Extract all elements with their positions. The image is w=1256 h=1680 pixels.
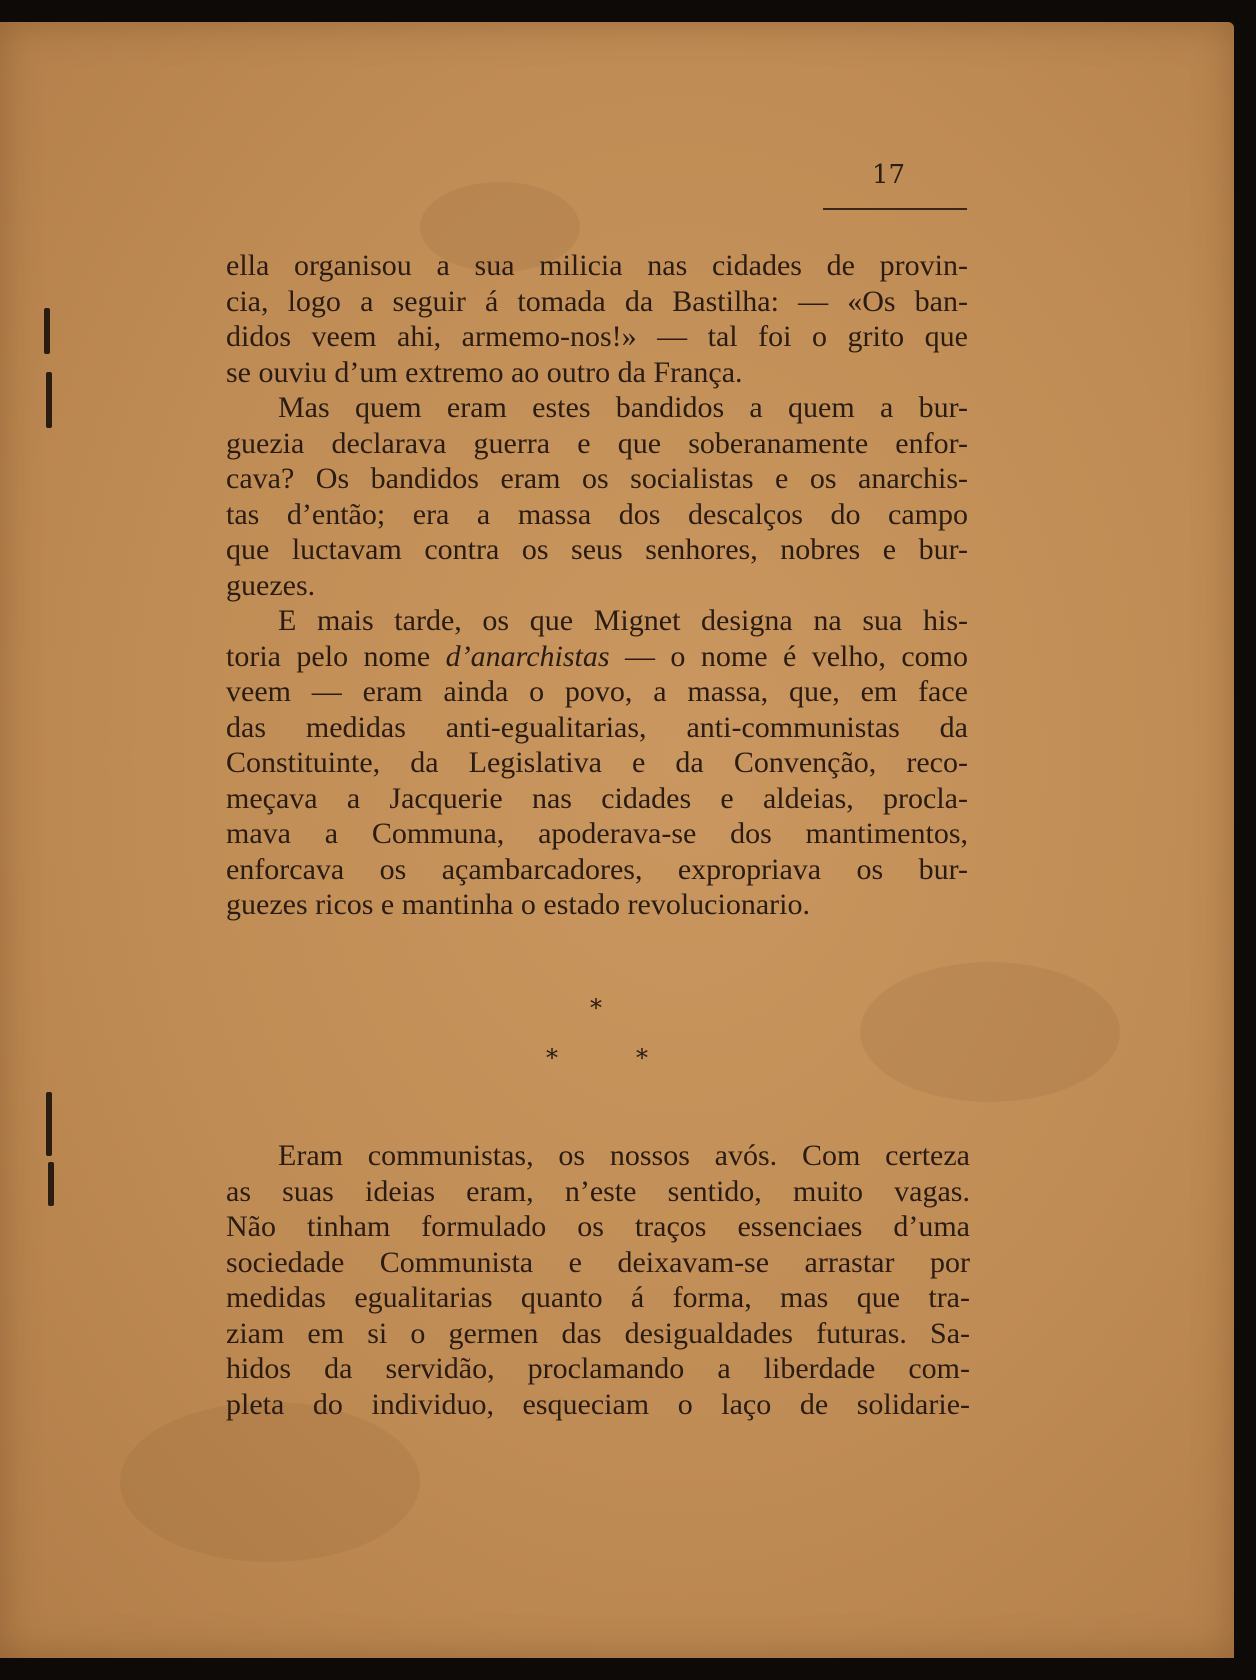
- text-line: cia, logo a seguir á tomada da Bastilha: — «Os ban-: [226, 284, 968, 318]
- page-number: 17: [872, 160, 906, 190]
- text-line: pleta do individuo, esqueciam o laço de solidarie-: [226, 1387, 970, 1421]
- text-line: medidas egualitarias quanto á forma, mas que tra-: [226, 1281, 970, 1314]
- text-line: meçava a Jacquerie nas cidades e aldeias, procla-: [226, 781, 968, 815]
- text-line: E mais tarde, os que Mignet designa na sua his-: [278, 604, 968, 637]
- text-line: ella organisou a sua milicia nas cidades de provin-: [226, 249, 968, 282]
- text-line: que luctavam contra os seus senhores, nobres e bur-: [226, 533, 968, 566]
- text-line: enforcava os açambarcadores, expropriava os bur-: [226, 852, 968, 886]
- paper-stain: [120, 1402, 420, 1562]
- text-line: Não tinham formulado os traços essenciaes d’uma: [226, 1210, 970, 1243]
- text-line: Constituinte, da Legislativa e da Convenção, reco-: [226, 746, 968, 779]
- asterism-star: *: [546, 1044, 558, 1072]
- text-line: tas d’então; era a massa dos descalços do campo: [226, 497, 968, 531]
- asterism-star: *: [636, 1044, 648, 1072]
- text-line: Mas quem eram estes bandidos a quem a bur-: [278, 391, 968, 424]
- italic-term: d’anarchistas: [445, 639, 610, 673]
- text-line: se ouviu d’um extremo ao outro da França.: [226, 355, 743, 389]
- header-rule: [823, 208, 967, 210]
- text-line: guezes.: [226, 568, 316, 602]
- binding-mark: [44, 308, 50, 354]
- text-line: as suas ideias eram, n’este sentido, muito vagas.: [226, 1174, 970, 1208]
- text-run: — o nome é velho, como: [609, 639, 968, 673]
- text-line: veem — eram ainda o povo, a massa, que, em face: [226, 675, 968, 708]
- text-line: [226, 639, 968, 675]
- text-line: guezes ricos e mantinha o estado revolucionario.: [226, 888, 810, 921]
- body-text-section-one: [226, 248, 968, 923]
- binding-mark: [48, 1162, 54, 1206]
- text-line: didos veem ahi, armemo-nos!» — tal foi o grito que: [226, 320, 968, 353]
- body-text-section-two: [226, 1138, 970, 1422]
- text-line: ziam em si o germen das desigualdades futuras. Sa-: [226, 1316, 970, 1350]
- text-line: sociedade Communista e deixavam-se arrastar por: [226, 1245, 970, 1279]
- asterism-star: *: [590, 994, 602, 1022]
- binding-mark: [46, 372, 52, 428]
- text-line: Eram communistas, os nossos avós. Com certeza: [278, 1139, 970, 1172]
- paper-stain: [860, 962, 1120, 1102]
- text-line: guezia declarava guerra e que soberanamente enfor-: [226, 426, 968, 460]
- text-line: mava a Communa, apoderava-se dos mantimentos,: [226, 817, 968, 850]
- text-line: cava? Os bandidos eram os socialistas e os anarchis-: [226, 462, 968, 495]
- binding-mark: [46, 1092, 52, 1156]
- text-line: hidos da servidão, proclamando a liberdade com-: [226, 1352, 970, 1385]
- text-run: toria pelo nome: [226, 639, 446, 673]
- text-line: das medidas anti-egualitarias, anti-communistas da: [226, 710, 968, 744]
